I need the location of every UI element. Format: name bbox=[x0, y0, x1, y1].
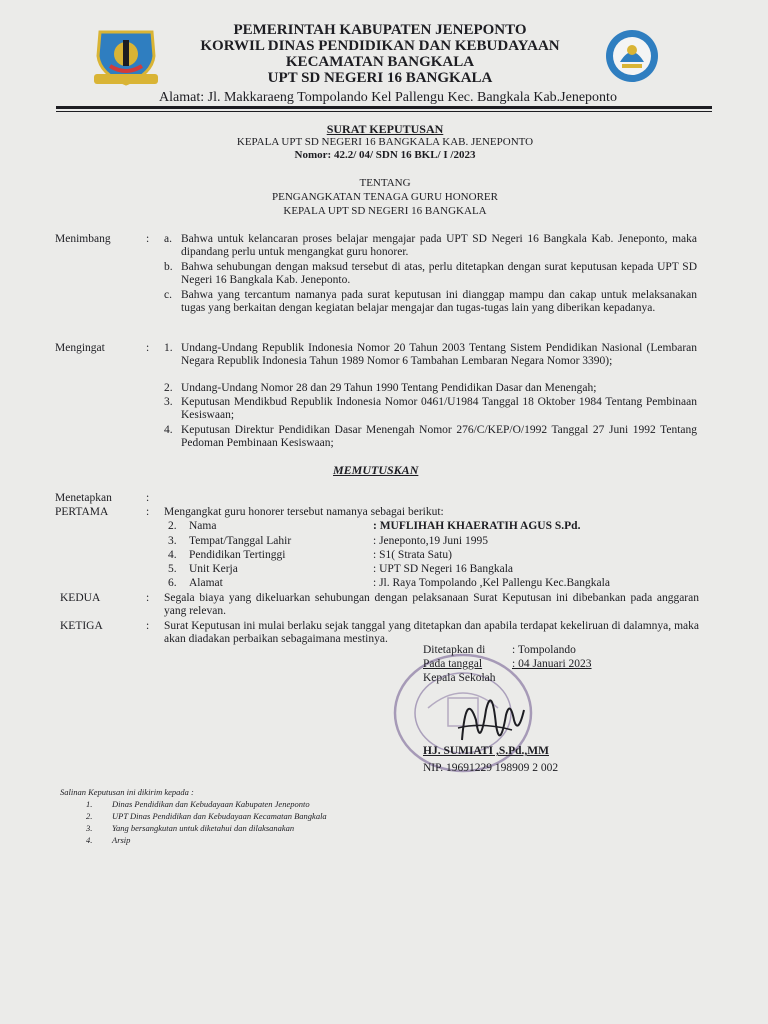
tanggal-label: Pada tanggal bbox=[423, 658, 483, 670]
kedua-colon: : bbox=[146, 592, 150, 604]
menetapkan-colon: : bbox=[146, 492, 150, 504]
ditetapkan-label: Ditetapkan di bbox=[423, 644, 486, 656]
tembusan-number: 3. bbox=[86, 823, 93, 833]
tut-wuri-handayani-emblem-icon bbox=[604, 28, 660, 84]
tanggal-value: : 04 Januari 2023 bbox=[512, 658, 592, 670]
kop-line-government: PEMERINTAH KABUPATEN JENEPONTO bbox=[233, 22, 527, 38]
mengingat-label: Mengingat bbox=[55, 342, 105, 354]
subject-line-1: PENGANGKATAN TENAGA GURU HONORER bbox=[272, 191, 498, 203]
field-number: 4. bbox=[168, 549, 177, 561]
menetapkan-label: Menetapkan bbox=[55, 492, 112, 504]
kop-line-district: KECAMATAN BANGKALA bbox=[285, 54, 475, 70]
kop-line-school: UPT SD NEGERI 16 BANGKALA bbox=[267, 70, 493, 86]
kedua-text: Segala biaya yang dikeluarkan sehubungan dengan pelaksanaan Surat Keputusan ini dibebankan pada anggaran yang relevan. bbox=[164, 592, 699, 617]
field-value-pendidikan: : S1( Strata Satu) bbox=[373, 549, 452, 561]
field-value-alamat: : Jl. Raya Tompolando ,Kel Pallengu Kec.Bangkala bbox=[373, 577, 610, 589]
subject-line-2: KEPALA UPT SD NEGERI 16 BANGKALA bbox=[283, 205, 487, 217]
field-label: Pendidikan Tertinggi bbox=[189, 549, 286, 561]
field-number: 5. bbox=[168, 563, 177, 575]
menimbang-item-b: Bahwa sehubungan dengan maksud tersebut di atas, perlu ditetapkan dengan surat keputusan kepada UPT SD Negeri 16 Bangkala Kab. Jeneponto. bbox=[181, 261, 697, 286]
tentang-label: TENTANG bbox=[359, 177, 411, 189]
field-label: Tempat/Tanggal Lahir bbox=[189, 535, 292, 547]
kop-divider-thin bbox=[56, 111, 712, 112]
ketiga-text: Surat Keputusan ini mulai berlaku sejak tanggal yang ditetapkan dan apabila terdapat kekeliruan di dalamnya, maka akan diadakan perbaikan sebagaimana mestinya. bbox=[164, 620, 699, 645]
mengingat-marker-3: 3. bbox=[164, 396, 173, 408]
ketiga-label: KETIGA bbox=[60, 620, 103, 632]
menimbang-item-a: Bahwa untuk kelancaran proses belajar mengajar pada UPT SD Negeri 16 Bangkala Kab. Jeneponto, maka dipandang perlu untuk mengangkat guru honorer. bbox=[181, 233, 697, 258]
tembusan-number: 2. bbox=[86, 811, 93, 821]
menimbang-colon: : bbox=[146, 233, 150, 245]
pertama-label: PERTAMA bbox=[55, 506, 109, 518]
kedua-label: KEDUA bbox=[60, 592, 101, 604]
mengingat-item-2: Undang-Undang Nomor 28 dan 29 Tahun 1990 Tentang Pendidikan Dasar dan Menengah; bbox=[181, 382, 597, 394]
pertama-colon: : bbox=[146, 506, 150, 518]
mengingat-marker-4: 4. bbox=[164, 424, 173, 436]
field-number: 6. bbox=[168, 577, 177, 589]
tembusan-item: UPT Dinas Pendidikan dan Kebudayaan Kecamatan Bangkala bbox=[112, 811, 327, 821]
mengingat-marker-1: 1. bbox=[164, 342, 173, 354]
kop-divider-thick bbox=[56, 106, 712, 109]
signatory-nip: NIP. 19691229 198909 2 002 bbox=[423, 762, 559, 774]
menimbang-item-c: Bahwa yang tercantum namanya pada surat keputusan ini dianggap mampu dan cakap untuk melaksanakan tugas yang berkaitan dengan kegiatan belajar mengajar dan tugas-tugas lain yang diberikan kepadanya. bbox=[181, 289, 697, 314]
tembusan-number: 4. bbox=[86, 835, 93, 845]
mengingat-item-3: Keputusan Mendikbud Republik Indonesia Nomor 0461/U1984 Tanggal 18 Oktober 1984 Tentang Pembinaan Kesiswaan; bbox=[181, 396, 697, 421]
field-number: 2. bbox=[168, 520, 177, 532]
ketiga-colon: : bbox=[146, 620, 150, 632]
kop-line-korwil: KORWIL DINAS PENDIDIKAN DAN KEBUDAYAAN bbox=[200, 38, 560, 54]
document-heading: SURAT KEPUTUSAN bbox=[326, 122, 444, 136]
field-number: 3. bbox=[168, 535, 177, 547]
tembusan-item: Arsip bbox=[112, 835, 131, 845]
field-label: Unit Kerja bbox=[189, 563, 238, 575]
memutuskan-heading: MEMUTUSKAN bbox=[333, 463, 419, 477]
menimbang-marker-a: a. bbox=[164, 233, 172, 245]
field-value-unit-kerja: : UPT SD Negeri 16 Bangkala bbox=[373, 563, 514, 575]
tembusan-item: Yang bersangkutan untuk diketahui dan dilaksanakan bbox=[112, 823, 295, 833]
signatory-name: HJ. SUMIATI ,S.Pd.,MM bbox=[423, 745, 549, 757]
tembusan-heading: Salinan Keputusan ini dikirim kepada : bbox=[60, 787, 194, 797]
signatory-position: Kepala Sekolah bbox=[423, 672, 496, 684]
mengingat-colon: : bbox=[146, 342, 150, 354]
field-label: Nama bbox=[189, 520, 217, 532]
tembusan-item: Dinas Pendidikan dan Kebudayaan Kabupaten Jeneponto bbox=[112, 799, 310, 809]
menimbang-marker-b: b. bbox=[164, 261, 173, 273]
ditetapkan-value: : Tompolando bbox=[512, 644, 576, 656]
pertama-intro: Mengangkat guru honorer tersebut namanya sebagai berikut: bbox=[164, 506, 444, 518]
kop-address: Alamat: Jl. Makkaraeng Tompolando Kel Pallengu Kec. Bangkala Kab.Jeneponto bbox=[159, 90, 617, 105]
document-number: Nomor: 42.2/ 04/ SDN 16 BKL/ I /2023 bbox=[294, 149, 476, 161]
field-value-ttl: : Jeneponto,19 Juni 1995 bbox=[373, 535, 488, 547]
menimbang-marker-c: c. bbox=[164, 289, 172, 301]
menimbang-label: Menimbang bbox=[55, 233, 111, 245]
field-label: Alamat bbox=[189, 577, 223, 589]
mengingat-marker-2: 2. bbox=[164, 382, 173, 394]
tembusan-number: 1. bbox=[86, 799, 93, 809]
mengingat-item-4: Keputusan Direktur Pendidikan Dasar Menengah Nomor 276/C/KEP/O/1992 Tanggal 27 Juni 1992 Tentang Pedoman Pembinaan Kesiswaan; bbox=[181, 424, 697, 449]
field-value-nama: : MUFLIHAH KHAERATIH AGUS S.Pd. bbox=[373, 520, 581, 532]
mengingat-item-1: Undang-Undang Republik Indonesia Nomor 20 Tahun 2003 Tentang Sistem Pendidikan Nasional (Lembaran Negara Republik Indonesia Tahun 1989 Nomor 6 Tambahan Lembaran Negara Nomor 3390); bbox=[181, 342, 697, 367]
document-issuer: KEPALA UPT SD NEGERI 16 BANGKALA KAB. JENEPONTO bbox=[236, 136, 534, 148]
